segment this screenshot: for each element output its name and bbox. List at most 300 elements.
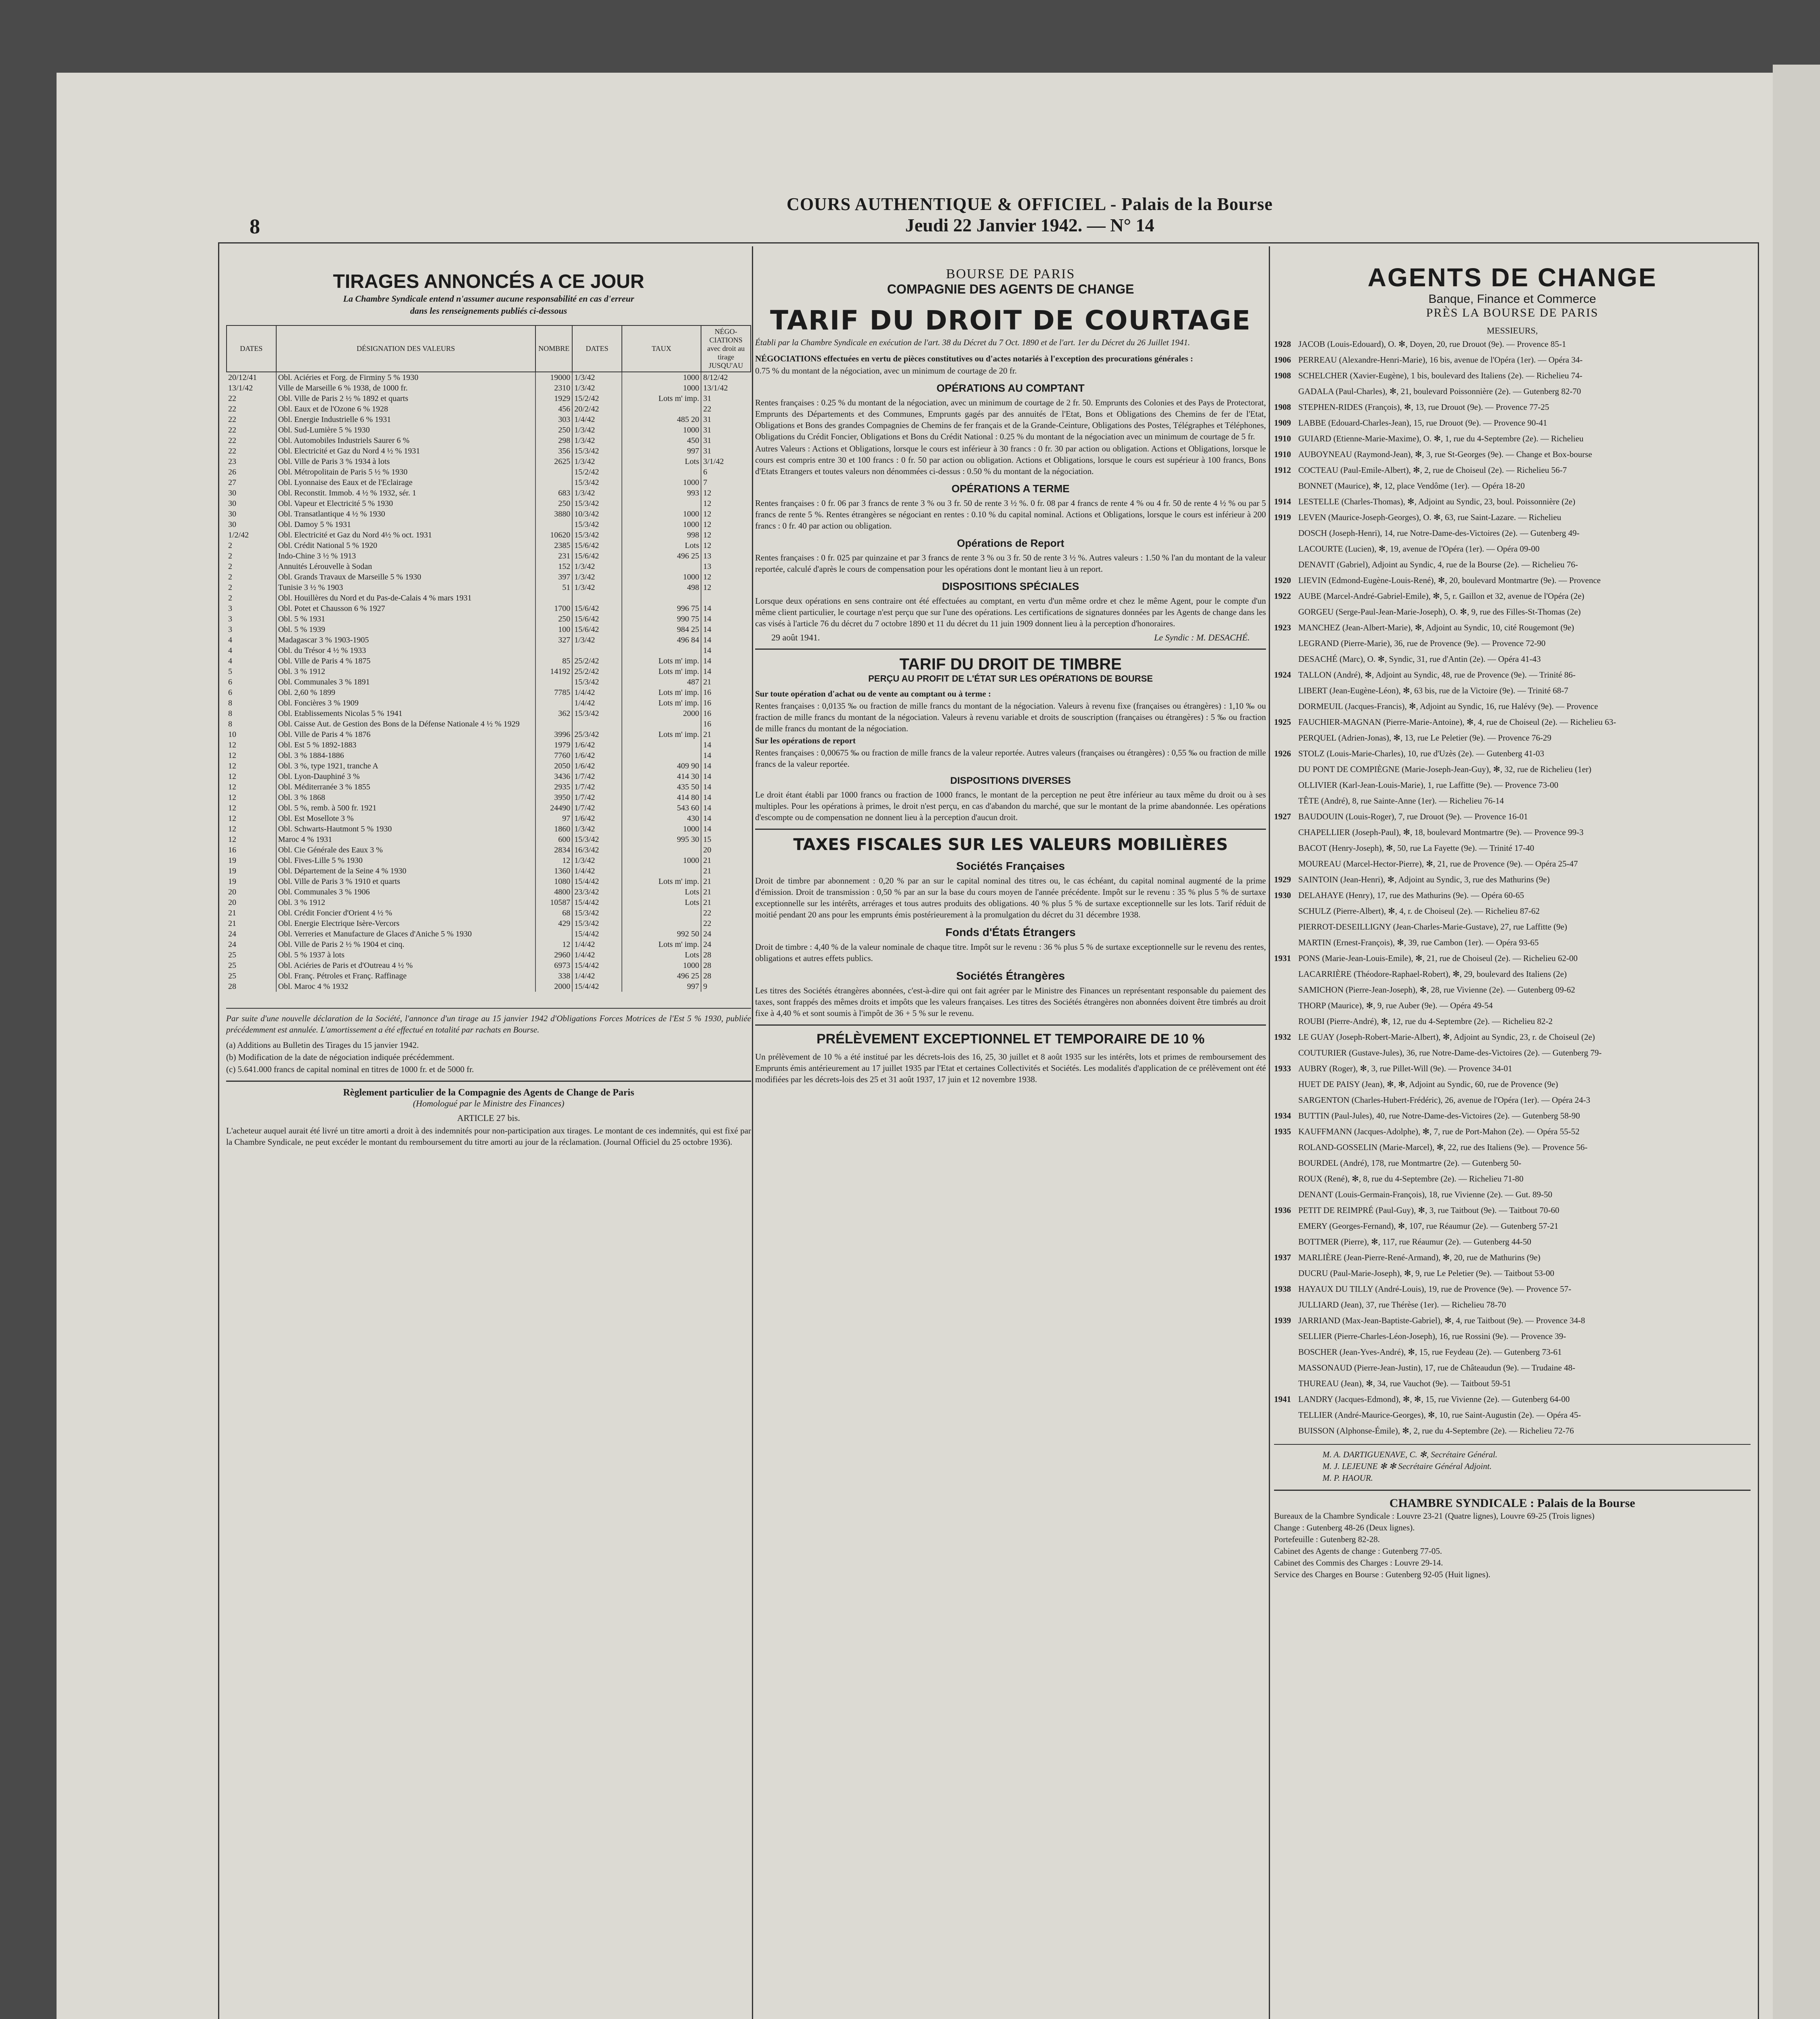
table-row xyxy=(227,960,751,971)
row-designation: Obl. Ville de Paris 2 ½ % 1904 et cinq. xyxy=(276,939,536,950)
row-date: 8 xyxy=(228,719,232,728)
row-nombre: 10620 xyxy=(535,530,572,540)
table-row xyxy=(227,687,751,698)
row-date: 30 xyxy=(228,520,236,529)
row-date: 2 xyxy=(228,541,232,550)
agent-entry xyxy=(1274,590,1751,602)
row-date: 8 xyxy=(228,709,232,718)
agent-year: 1910 xyxy=(1274,449,1291,459)
timbre-ops-heading: Sur toute opération d'achat ou de vente au comptant ou à terme : xyxy=(755,689,991,699)
row-date: 13/1/42 xyxy=(228,383,253,392)
table-row xyxy=(227,845,751,855)
row-negociation: 24 xyxy=(701,929,751,939)
row-nombre: 1860 xyxy=(535,824,572,834)
chambre-title: CHAMBRE SYNDICALE : Palais de la Bourse xyxy=(1389,1496,1635,1510)
row-nombre: 19000 xyxy=(535,372,572,383)
row-remb-date: 10/3/42 xyxy=(572,509,622,519)
row-date: 12 xyxy=(228,814,236,823)
table-row xyxy=(227,677,751,687)
row-taux: 1000 xyxy=(622,425,701,435)
row-negociation: 13/1/42 xyxy=(701,383,751,393)
row-taux: 485 20 xyxy=(622,414,701,425)
row-nombre: 3880 xyxy=(535,509,572,519)
row-negociation: 21 xyxy=(701,729,751,740)
diverses-heading: DISPOSITIONS DIVERSES xyxy=(950,775,1071,786)
row-negociation: 12 xyxy=(701,572,751,582)
agents-title: AGENTS DE CHANGE xyxy=(1367,263,1657,292)
agent-year: 1927 xyxy=(1274,812,1291,821)
dispositions-text: Lorsque deux opérations en sens contraire ont été effectuées au comptant, en vertu d'un même ordre et chez le même Agent, pour le compte d'un même client particulier, le courtage n'est perçu que sur l'une des opérations. Les certifications de signatures données par les Agents de change dans les cas visés à l'article 76 du décret du 7 octobre 1890 et 11 du décret du 11 juin 1909 donnent lieu à la perception d'honoraires. xyxy=(755,596,1266,628)
col-designation: DÉSIGNATION DES VALEURS xyxy=(276,325,536,372)
row-designation: Obl. Aciéries de Paris et d'Outreau 4 ½ % xyxy=(276,960,536,971)
agent-details: DESACHÉ (Marc), O. ✻, Syndic, 31, rue d'Antin (2e). — Opéra 41-43 xyxy=(1298,654,1541,664)
agent-details: AUBOYNEAU (Raymond-Jean), ✻, 3, rue St-Georges (9e). — Change et Box-bourse xyxy=(1298,449,1592,459)
agent-entry xyxy=(1274,748,1751,760)
soc-etr-heading: Sociétés Étrangères xyxy=(956,970,1065,982)
row-nombre: 600 xyxy=(535,834,572,845)
agent-entry xyxy=(1274,953,1751,964)
agent-year: 1929 xyxy=(1274,875,1291,884)
row-remb-date: 1/3/42 xyxy=(572,582,622,593)
agent-entry xyxy=(1274,1346,1751,1358)
row-date: 2 xyxy=(228,562,232,571)
row-designation: Obl. Est Mosellote 3 % xyxy=(276,813,536,824)
row-designation: Obl. 5 % 1931 xyxy=(276,614,536,624)
row-designation: Maroc 4 % 1931 xyxy=(276,834,536,845)
row-taux: 430 xyxy=(622,813,701,824)
table-row xyxy=(227,614,751,624)
row-date: 25 xyxy=(228,971,236,980)
row-nombre: 4800 xyxy=(535,887,572,897)
table-row xyxy=(227,635,751,645)
row-taux: Lots m' imp. xyxy=(622,876,701,887)
table-row xyxy=(227,435,751,446)
row-designation: Obl. Houillères du Nord et du Pas-de-Calais 4 % mars 1931 xyxy=(276,593,536,603)
agent-details: DELAHAYE (Henry), 17, rue des Mathurins (9e). — Opéra 60-65 xyxy=(1298,890,1524,900)
row-designation: Ville de Marseille 6 % 1938, de 1000 fr. xyxy=(276,383,536,393)
autres-valeurs-text: Autres Valeurs : Actions et Obligations, lorsque le cours est inférieur à 30 francs : 0 fr. 30 par action ou obligation. Actions et Obligations, lorsque le cours est compris entre 30 et 100 francs : 0 fr. 50 par action ou obligation. Actions et Obligations, lorsque le cours est supérieur à 100 francs, Bons d'Etats Etrangers et toutes valeurs non dénommées ci-dessus : 0.50 % du montant de la négociation. xyxy=(755,444,1266,476)
row-taux: 487 xyxy=(622,677,701,687)
row-remb-date: 15/3/42 xyxy=(572,519,622,530)
row-negociation: 15 xyxy=(701,834,751,845)
row-date: 5 xyxy=(228,667,232,676)
row-date: 24 xyxy=(228,929,236,938)
agent-entry xyxy=(1274,1220,1751,1232)
row-designation: Obl. 3 %, type 1921, tranche A xyxy=(276,761,536,771)
row-taux: 1000 xyxy=(622,960,701,971)
agent-details: BAUDOUIN (Louis-Roger), 7, rue Drouot (9e). — Provence 16-01 xyxy=(1298,812,1528,821)
agent-entry xyxy=(1274,338,1751,350)
row-designation: Obl. Etablissements Nicolas 5 % 1941 xyxy=(276,708,536,719)
row-remb-date xyxy=(572,719,622,729)
agent-year: 1934 xyxy=(1274,1111,1291,1121)
tirages-note: Par suite d'une nouvelle déclaration de la Société, l'annonce d'un tirage au 15 janvier 1942 d'Obligations Forces Motrices de l'Est 5 % 1930, publiée précédemment est annulée. L'amortissement a été effectué en totalité par rachats en Bourse. xyxy=(226,1014,751,1035)
agent-entry xyxy=(1274,1425,1751,1437)
row-remb-date: 15/4/42 xyxy=(572,981,622,992)
row-remb-date: 25/2/42 xyxy=(572,656,622,666)
row-negociation: 21 xyxy=(701,866,751,876)
row-negociation: 28 xyxy=(701,960,751,971)
table-row xyxy=(227,561,751,572)
agent-entry xyxy=(1274,1283,1751,1295)
agent-details: BOURDEL (André), 178, rue Montmartre (2e). — Gutenberg 50- xyxy=(1298,1158,1522,1168)
row-date: 21 xyxy=(228,919,236,928)
row-nombre: 1929 xyxy=(535,393,572,404)
agent-details: MANCHEZ (Jean-Albert-Marie), ✻, Adjoint au Syndic, 10, cité Rougemont (9e) xyxy=(1298,623,1574,632)
agent-details: LE GUAY (Joseph-Robert-Marie-Albert), ✻, Adjoint au Syndic, 23, r. de Choiseul (2e) xyxy=(1298,1032,1595,1042)
agent-details: MASSONAUD (Pierre-Jean-Justin), 17, rue de Châteaudun (9e). — Trudaine 48- xyxy=(1298,1363,1575,1373)
row-remb-date: 1/7/42 xyxy=(572,803,622,813)
agent-details: HAYAUX DU TILLY (André-Louis), 19, rue de Provence (9e). — Provence 57- xyxy=(1298,1284,1571,1294)
row-nombre xyxy=(535,645,572,656)
row-taux: 996 75 xyxy=(622,603,701,614)
row-negociation: 12 xyxy=(701,488,751,498)
agent-details: SCHULZ (Pierre-Albert), ✻, 4, r. de Choiseul (2e). — Richelieu 87-62 xyxy=(1298,906,1540,916)
row-nombre xyxy=(535,719,572,729)
row-designation: Obl. Electricité et Gaz du Nord 4 ½ % 1931 xyxy=(276,446,536,456)
agent-year: 1914 xyxy=(1274,497,1291,506)
row-designation: Obl. 5 % 1937 à lots xyxy=(276,950,536,960)
row-remb-date: 15/4/42 xyxy=(572,876,622,887)
agent-details: STOLZ (Louis-Marie-Charles), 10, rue d'Uzès (2e). — Gutenberg 41-03 xyxy=(1298,749,1544,758)
row-date: 3 xyxy=(228,604,232,613)
row-designation: Obl. Ville de Paris 3 % 1934 à lots xyxy=(276,456,536,467)
row-designation: Obl. 3 % 1912 xyxy=(276,666,536,677)
agent-year: 1938 xyxy=(1274,1284,1291,1294)
table-row xyxy=(227,488,751,498)
agent-entry xyxy=(1274,512,1751,523)
agent-entry xyxy=(1274,622,1751,634)
table-row xyxy=(227,866,751,876)
table-row xyxy=(227,467,751,477)
row-nombre: 1080 xyxy=(535,876,572,887)
row-remb-date: 1/6/42 xyxy=(572,813,622,824)
row-negociation: 14 xyxy=(701,771,751,782)
row-nombre: 250 xyxy=(535,614,572,624)
row-nombre: 298 xyxy=(535,435,572,446)
table-row xyxy=(227,761,751,771)
row-negociation: 14 xyxy=(701,813,751,824)
row-date: 10 xyxy=(228,730,236,739)
agent-entry xyxy=(1274,685,1751,697)
table-row xyxy=(227,729,751,740)
soc-etr-text: Les titres des Sociétés étrangères abonnées, c'est-à-dire qui ont fait agréer par le Ministre des Finances un représentant responsable du paiement des taxes, sont frappés des mêmes droits et impôts que les valeurs françaises. Les titres des Sociétés étrangères non abonnées doivent être timbrés au droit fixe à 4,40 % et sont soumis à l'impôt de 36 + 5 % sur le revenu. xyxy=(755,986,1266,1018)
row-date: 27 xyxy=(228,478,236,487)
col-negociations: NÉGO-CIATIONS avec droit au tirage JUSQU'AU xyxy=(701,325,751,372)
agent-entry xyxy=(1274,1110,1751,1122)
row-negociation: 31 xyxy=(701,393,751,404)
agents-sub2: PRÈS LA BOURSE DE PARIS xyxy=(1426,306,1599,319)
agent-year: 1920 xyxy=(1274,575,1291,585)
agent-entry xyxy=(1274,1000,1751,1012)
row-nombre: 12 xyxy=(535,855,572,866)
row-nombre: 14192 xyxy=(535,666,572,677)
row-taux xyxy=(622,918,701,929)
row-nombre: 250 xyxy=(535,425,572,435)
row-nombre: 100 xyxy=(535,624,572,635)
agent-details: CHAPELLIER (Joseph-Paul), ✻, 18, boulevard Montmartre (9e). — Provence 99-3 xyxy=(1298,827,1584,837)
article-text: L'acheteur auquel aurait été livré un titre amorti a droit à des indemnités pour non-participation aux tirages. Le montant de ces indemnités, qui est fixé par la Chambre Syndicale, ne peut excéder le montant du remboursement du titre amorti au jour de la réclamation. (Journal Officiel du 25 octobre 1936). xyxy=(226,1126,751,1147)
row-taux: 997 xyxy=(622,446,701,456)
agent-entry xyxy=(1274,1173,1751,1185)
row-date: 4 xyxy=(228,635,232,644)
row-designation: Obl. 3 % 1912 xyxy=(276,897,536,908)
row-taux xyxy=(622,404,701,414)
row-taux xyxy=(622,498,701,509)
negociations-text: 0.75 % du montant de la négociation, avec un minimum de courtage de 20 fr. xyxy=(755,366,1017,376)
row-negociation: 14 xyxy=(701,792,751,803)
agent-entry xyxy=(1274,1126,1751,1138)
chambre-line: Bureaux de la Chambre Syndicale : Louvre 23-21 (Quatre lignes), Louvre 69-25 (Trois lignes) xyxy=(1274,1511,1595,1521)
agent-entry xyxy=(1274,417,1751,429)
row-negociation: 14 xyxy=(701,614,751,624)
row-remb-date: 25/2/42 xyxy=(572,666,622,677)
row-taux xyxy=(622,467,701,477)
row-remb-date: 15/4/42 xyxy=(572,897,622,908)
agent-details: ROLAND-GOSSELIN (Marie-Marcel), ✻, 22, rue des Italiens (9e). — Provence 56- xyxy=(1298,1142,1588,1152)
row-remb-date: 1/3/42 xyxy=(572,824,622,834)
agent-entry xyxy=(1274,764,1751,775)
tirages-subtitle: La Chambre Syndicale entend n'assumer aucune responsabilité en cas d'erreur xyxy=(343,294,634,304)
agent-details: AUBRY (Roger), ✻, 3, rue Pillet-Will (9e). — Provence 34-01 xyxy=(1298,1064,1512,1073)
column-divider xyxy=(752,246,753,2019)
messieurs-label: MESSIEURS, xyxy=(1486,325,1538,336)
row-date: 19 xyxy=(228,856,236,865)
row-remb-date: 15/3/42 xyxy=(572,477,622,488)
table-row xyxy=(227,446,751,456)
agent-entry xyxy=(1274,1362,1751,1374)
row-designation: Obl. 3 % 1884-1886 xyxy=(276,750,536,761)
agent-details: MARLIÈRE (Jean-Pierre-René-Armand), ✻, 20, rue de Mathurins (9e) xyxy=(1298,1253,1541,1262)
row-designation: Obl. Foncières 3 % 1909 xyxy=(276,698,536,708)
soc-fr-text: Droit de timbre par abonnement : 0,20 % par an sur le capital nominal des titres ou, le cas échéant, du capital nominal augmenté de la prime d'émission. Droit de transmission : 0,50 % par an sur la base du cours moyen de l'année précédente. Impôt sur le revenu : 35 % plus 5 % de surtaxe exceptionnelle sur les intérêts, arrérages et tous autres produits des obligations. 40 % plus 5 % de surtaxe exceptionnelle sur les lots. Tarif réduit de moitié pendant 20 ans pour les emprunts émis postérieurement à la promulgation du décret du 31 décembre 1938. xyxy=(755,876,1266,919)
agent-year: 1924 xyxy=(1274,670,1291,680)
agent-entry xyxy=(1274,1394,1751,1405)
row-taux: Lots m' imp. xyxy=(622,393,701,404)
row-designation: Obl. 3 % 1868 xyxy=(276,792,536,803)
row-negociation: 14 xyxy=(701,666,751,677)
row-date: 3 xyxy=(228,625,232,634)
agent-entry xyxy=(1274,1378,1751,1389)
row-nombre: 2935 xyxy=(535,782,572,792)
row-remb-date: 15/3/42 xyxy=(572,677,622,687)
reglement-subtitle: (Homologué par le Ministre des Finances) xyxy=(413,1098,565,1108)
agent-details: GADALA (Paul-Charles), ✻, 21, boulevard Poissonnière (2e). — Gutenberg 82-70 xyxy=(1298,386,1581,396)
row-taux: 1000 xyxy=(622,519,701,530)
row-date: 20 xyxy=(228,887,236,896)
agent-entry xyxy=(1274,638,1751,649)
table-row xyxy=(227,887,751,897)
row-designation: Obl. Franç. Pétroles et Franç. Raffinage xyxy=(276,971,536,981)
agent-details: PIERROT-DESEILLIGNY (Jean-Charles-Marie-Gustave), 27, rue Laffitte (9e) xyxy=(1298,922,1567,932)
table-row xyxy=(227,530,751,540)
row-taux: 997 xyxy=(622,981,701,992)
row-date: 6 xyxy=(228,688,232,697)
row-taux: Lots m' imp. xyxy=(622,729,701,740)
row-designation: Obl. Sud-Lumière 5 % 1930 xyxy=(276,425,536,435)
row-taux: Lots xyxy=(622,887,701,897)
row-negociation: 24 xyxy=(701,939,751,950)
row-date: 28 xyxy=(228,982,236,991)
table-row xyxy=(227,645,751,656)
agent-details: HUET DE PAISY (Jean), ✻, ✻, Adjoint au Syndic, 60, rue de Provence (9e) xyxy=(1298,1079,1558,1089)
row-nombre xyxy=(535,467,572,477)
row-remb-date: 20/2/42 xyxy=(572,404,622,414)
agent-year: 1910 xyxy=(1274,434,1291,443)
agent-details: BOTTMER (Pierre), ✻, 117, rue Réaumur (2e). — Gutenberg 44-50 xyxy=(1298,1237,1531,1247)
row-date: 30 xyxy=(228,488,236,497)
row-nombre: 152 xyxy=(535,561,572,572)
agent-details: PONS (Marie-Jean-Louis-Emile), ✻, 21, rue de Choiseul (2e). — Richelieu 62-00 xyxy=(1298,953,1578,963)
agent-entry xyxy=(1274,480,1751,492)
row-designation: Obl. Crédit National 5 % 1920 xyxy=(276,540,536,551)
table-row xyxy=(227,834,751,845)
agent-entry xyxy=(1274,968,1751,980)
row-nombre: 97 xyxy=(535,813,572,824)
row-negociation: 22 xyxy=(701,908,751,918)
table-row xyxy=(227,918,751,929)
row-designation: Obl. 5 % 1939 xyxy=(276,624,536,635)
table-row xyxy=(227,509,751,519)
agent-entry xyxy=(1274,386,1751,397)
agent-entry xyxy=(1274,732,1751,744)
row-remb-date: 1/7/42 xyxy=(572,782,622,792)
agent-details: DUCRU (Paul-Marie-Joseph), ✻, 9, rue Le Peletier (9e). — Taitbout 53-00 xyxy=(1298,1268,1554,1278)
row-taux xyxy=(622,645,701,656)
row-taux: 498 xyxy=(622,582,701,593)
row-remb-date: 15/6/42 xyxy=(572,551,622,561)
tarif-courtage-subtitle: Établi par la Chambre Syndicale en exécution de l'art. 38 du Décret du 7 Oct. 1890 et de l'art. 1er du Décret du 26 Juillet 1941. xyxy=(755,338,1190,347)
agent-year: 1908 xyxy=(1274,402,1291,412)
divider xyxy=(226,1008,751,1009)
row-date: 12 xyxy=(228,772,236,781)
divider xyxy=(226,1081,751,1082)
row-designation: Obl. Est 5 % 1892-1883 xyxy=(276,740,536,750)
row-negociation: 28 xyxy=(701,950,751,960)
footnote-a: (a) Additions au Bulletin des Tirages du 15 janvier 1942. xyxy=(226,1040,419,1050)
row-negociation: 14 xyxy=(701,624,751,635)
agent-entry xyxy=(1274,1268,1751,1279)
row-nombre: 2000 xyxy=(535,981,572,992)
row-remb-date: 15/6/42 xyxy=(572,540,622,551)
table-row xyxy=(227,792,751,803)
agent-entry xyxy=(1274,1189,1751,1200)
row-nombre: 3996 xyxy=(535,729,572,740)
table-row xyxy=(227,372,751,383)
footnote-c: (c) 5.641.000 francs de capital nominal en titres de 1000 fr. et de 5000 fr. xyxy=(226,1064,474,1074)
col-taux: TAUX xyxy=(622,325,701,372)
row-negociation: 7 xyxy=(701,477,751,488)
row-remb-date: 15/2/42 xyxy=(572,467,622,477)
agent-entry xyxy=(1274,1331,1751,1342)
agent-details: EMERY (Georges-Fernand), ✻, 107, rue Réaumur (2e). — Gutenberg 57-21 xyxy=(1298,1221,1559,1231)
row-date: 25 xyxy=(228,950,236,959)
row-remb-date: 1/3/42 xyxy=(572,488,622,498)
row-negociation: 31 xyxy=(701,435,751,446)
row-remb-date: 1/7/42 xyxy=(572,771,622,782)
table-row xyxy=(227,855,751,866)
agent-details: DORMEUIL (Jacques-Francis), ✻, Adjoint au Syndic, 16, rue Halévy (9e). — Provence xyxy=(1298,701,1598,711)
agent-details: MARTIN (Ernest-François), ✻, 39, rue Cambon (1er). — Opéra 93-65 xyxy=(1298,938,1539,947)
page-number: 8 xyxy=(250,215,260,238)
table-row xyxy=(227,698,751,708)
column-divider xyxy=(1269,246,1270,2019)
row-nombre: 2834 xyxy=(535,845,572,855)
row-nombre: 327 xyxy=(535,635,572,645)
row-date: 24 xyxy=(228,940,236,949)
row-nombre: 356 xyxy=(535,446,572,456)
table-row xyxy=(227,593,751,603)
row-date: 2 xyxy=(228,593,232,602)
row-negociation: 16 xyxy=(701,719,751,729)
agent-year: 1925 xyxy=(1274,717,1291,727)
row-date: 25 xyxy=(228,961,236,970)
reglement-title: Règlement particulier de la Compagnie des Agents de Change de Paris xyxy=(343,1087,634,1098)
col-remb-dates: DATES xyxy=(572,325,622,372)
agent-year: 1931 xyxy=(1274,953,1291,963)
soc-fr-heading: Sociétés Françaises xyxy=(956,860,1065,872)
divider xyxy=(755,649,1266,650)
agent-entry xyxy=(1274,543,1751,555)
row-negociation: 14 xyxy=(701,645,751,656)
row-date: 12 xyxy=(228,782,236,791)
table-row xyxy=(227,803,751,813)
tirages-subtitle-2: dans les renseignements publiés ci-dessous xyxy=(410,306,567,316)
agent-details: LABBE (Edouard-Charles-Jean), 15, rue Drouot (9e). — Provence 90-41 xyxy=(1298,418,1547,428)
agent-entry xyxy=(1274,716,1751,728)
row-nombre: 231 xyxy=(535,551,572,561)
row-nombre: 68 xyxy=(535,908,572,918)
row-designation: Indo-Chine 3 ½ % 1913 xyxy=(276,551,536,561)
row-date: 12 xyxy=(228,835,236,844)
row-date: 30 xyxy=(228,509,236,518)
agent-details: SARGENTON (Charles-Hubert-Frédéric), 26, avenue de l'Opéra (1er). — Opéra 24-3 xyxy=(1298,1095,1590,1105)
signature-syndic: Le Syndic : M. DESACHÉ. xyxy=(1154,632,1250,642)
row-designation: Obl. Energie Industrielle 6 % 1931 xyxy=(276,414,536,425)
agent-year: 1906 xyxy=(1274,355,1291,365)
agent-entry xyxy=(1274,449,1751,460)
row-remb-date: 1/4/42 xyxy=(572,866,622,876)
negociations-heading: NÉGOCIATIONS effectuées en vertu de pièces constitutives ou d'actes notariés à l'exception des procurations générales : xyxy=(755,354,1193,363)
row-nombre xyxy=(535,929,572,939)
agent-entry xyxy=(1274,1094,1751,1106)
agent-details: STEPHEN-RIDES (François), ✻, 13, rue Drouot (9e). — Provence 77-25 xyxy=(1298,402,1549,412)
tarif-timbre-title: TARIF DU DROIT DE TIMBRE xyxy=(899,655,1122,673)
row-designation: Obl. Grands Travaux de Marseille 5 % 1930 xyxy=(276,572,536,582)
row-taux xyxy=(622,750,701,761)
row-designation: Obl. Ville de Paris 2 ½ % 1892 et quarts xyxy=(276,393,536,404)
row-nombre: 7785 xyxy=(535,687,572,698)
agent-details: AUBE (Marcel-André-Gabriel-Emile), ✻, 5, r. Gaillon et 32, avenue de l'Opéra (2e) xyxy=(1298,591,1585,601)
col-dates: DATES xyxy=(227,325,276,372)
row-designation: Obl. Méditerranée 3 % 1855 xyxy=(276,782,536,792)
row-nombre: 2385 xyxy=(535,540,572,551)
row-negociation: 14 xyxy=(701,635,751,645)
table-row xyxy=(227,498,751,509)
row-taux xyxy=(622,593,701,603)
row-designation: Obl. Lyonnaise des Eaux et de l'Eclairage xyxy=(276,477,536,488)
agent-details: COUTURIER (Gustave-Jules), 36, rue Notre-Dame-des-Victoires (2e). — Gutenberg 79- xyxy=(1298,1048,1602,1058)
dispositions-heading: DISPOSITIONS SPÉCIALES xyxy=(942,580,1079,592)
agent-details: FAUCHIER-MAGNAN (Pierre-Marie-Antoine), ✻, 4, rue de Choiseul (2e). — Richelieu 63- xyxy=(1298,717,1616,727)
courtage-column xyxy=(755,250,1266,2019)
row-taux: 450 xyxy=(622,435,701,446)
row-designation: Obl. Aciéries et Forg. de Firminy 5 % 1930 xyxy=(276,372,536,383)
agents-column xyxy=(1274,250,1751,2019)
row-date: 20 xyxy=(228,898,236,907)
row-nombre: 10587 xyxy=(535,897,572,908)
table-row xyxy=(227,551,751,561)
